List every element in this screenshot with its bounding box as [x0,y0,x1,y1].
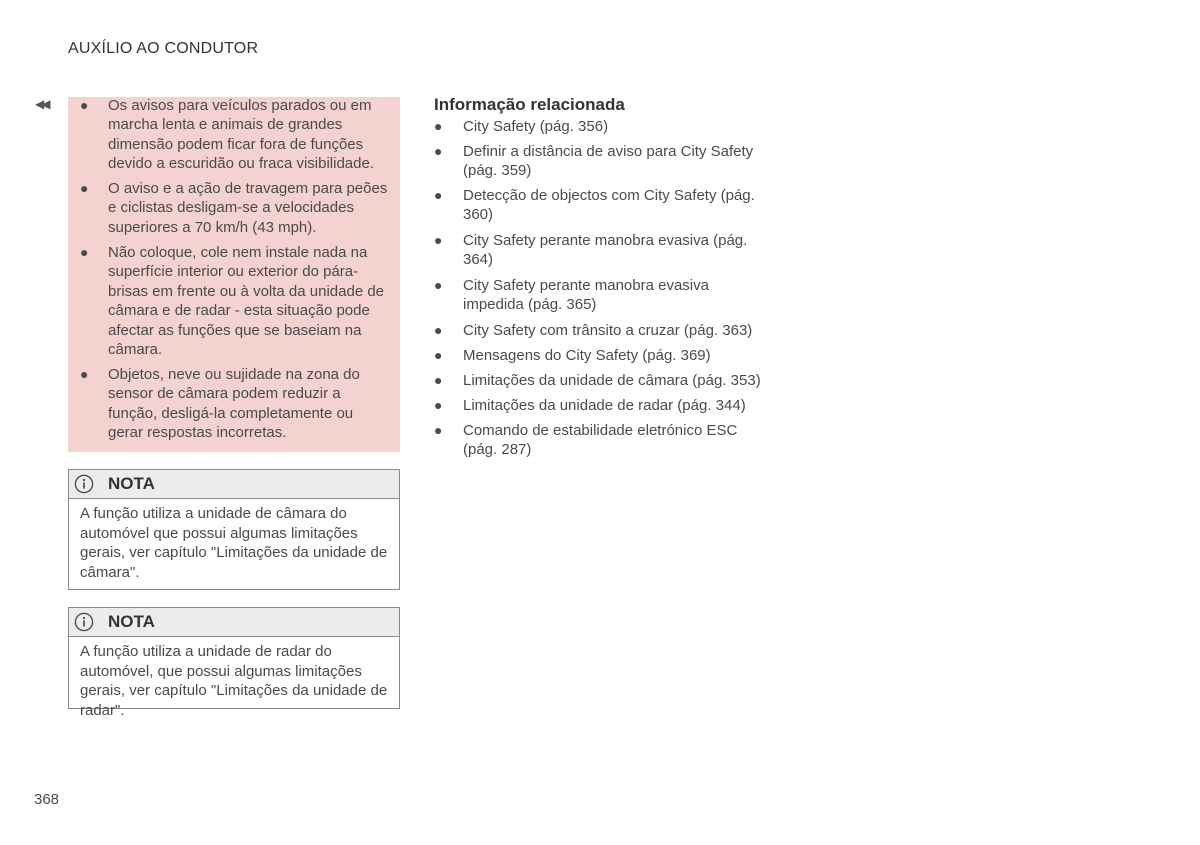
related-link-text[interactable]: City Safety (pág. 356) [463,118,609,135]
bullet-icon: ● [434,232,443,248]
page-number: 368 [34,791,60,808]
bullet-icon: ● [80,97,89,113]
warning-item-text: Objetos, neve ou sujidade na zona do sensor de câmara podem reduzir a função, desligá-la completamente ou gerar respostas incorretas. [108,366,360,442]
bullet-icon: ● [80,366,89,382]
note-title: NOTA [108,612,155,631]
related-link-text[interactable]: Mensagens do City Safety (pág. 369) [463,347,711,364]
note-box-radar [68,607,400,719]
bullet-icon: ● [434,322,443,338]
note-body: A função utiliza a unidade de câmara do automóvel que possui algumas limitações gerais, ver capítulo "Limitações da unidade de câmara". [80,505,388,581]
related-link-text[interactable]: Comando de estabilidade eletrónico ESC (pág. 287) [463,422,738,459]
bullet-icon: ● [80,180,89,196]
warning-item-text: Não coloque, cole nem instale nada na superfície interior ou exterior do pára-brisas em frente ou à volta da unidade de câmara e de radar - esta situação pode afectar as funções que se baseiam na câmara. [108,244,385,359]
info-icon [74,612,94,632]
related-link-text[interactable]: Limitações da unidade de câmara (pág. 353) [463,372,761,389]
bullet-icon: ● [434,347,443,363]
note-box-camera [68,469,400,590]
note-header [69,608,399,637]
bullet-icon: ● [434,422,443,438]
continued-from-previous-icon: ◀◀ [35,97,48,111]
related-link-text[interactable]: City Safety com trânsito a cruzar (pág. 363) [463,322,753,339]
related-link-text[interactable]: City Safety perante manobra evasiva (pág. 364) [463,232,748,269]
note-body: A função utiliza a unidade de radar do automóvel, que possui algumas limitações gerais, ver capítulo "Limitações da unidade de radar". [80,643,388,719]
bullet-icon: ● [434,118,443,134]
related-link-text[interactable]: Definir a distância de aviso para City Safety (pág. 359) [463,143,754,180]
bullet-icon: ● [434,372,443,388]
bullet-icon: ● [434,187,443,203]
warning-item-text: Os avisos para veículos parados ou em marcha lenta e animais de grandes dimensão podem ficar fora de funções devido a escuridão ou fraca visibilidade. [108,97,374,173]
note-title: NOTA [108,474,155,493]
bullet-icon: ● [434,143,443,159]
bullet-icon: ● [434,277,443,293]
bullet-icon: ● [434,397,443,413]
page-header-title: AUXÍLIO AO CONDUTOR [68,40,259,57]
related-info-title: Informação relacionada [434,95,625,114]
related-link-text[interactable]: City Safety perante manobra evasiva impedida (pág. 365) [463,277,709,314]
bullet-icon: ● [80,244,89,260]
warning-item-text: O aviso e a ação de travagem para peões e ciclistas desligam-se a velocidades superiores a 70 km/h (43 mph). [108,180,388,236]
info-icon [74,474,94,494]
related-link-text[interactable]: Limitações da unidade de radar (pág. 344) [463,397,746,414]
related-link-text[interactable]: Detecção de objectos com City Safety (pág. 360) [463,187,755,224]
warning-box [68,97,400,452]
note-header [69,470,399,499]
